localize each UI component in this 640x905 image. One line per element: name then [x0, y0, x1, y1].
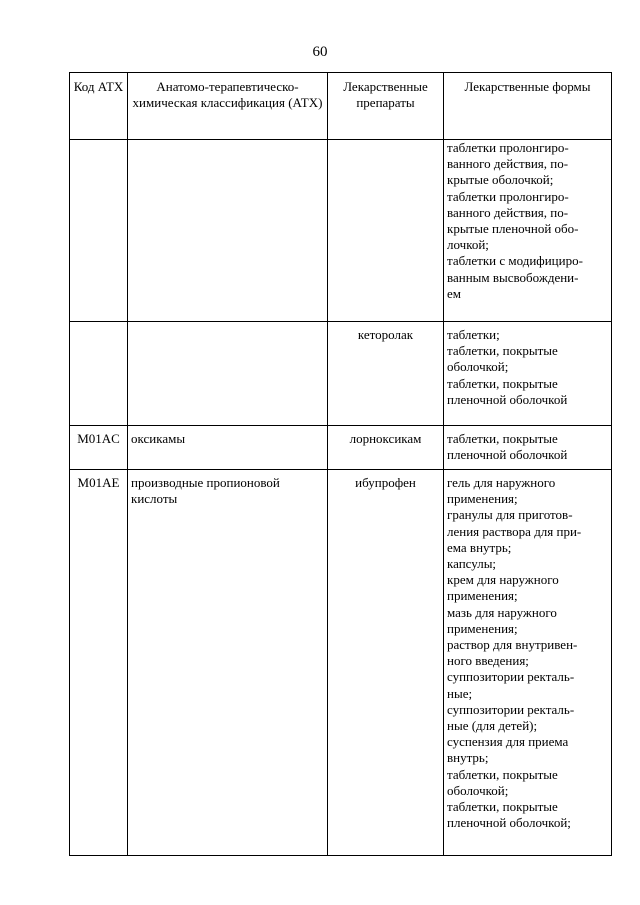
table-row [70, 470, 612, 856]
form-line: ема внутрь; [447, 539, 512, 555]
header-drugs: Лекарственные препараты [328, 73, 444, 140]
cell-classification [128, 140, 328, 322]
cell-classification: оксикамы [128, 426, 328, 470]
cell-forms [444, 322, 612, 426]
form-line: применения; [447, 491, 518, 507]
form-line: гранулы для приготов- [447, 507, 573, 523]
table-row [70, 426, 612, 470]
form-line: мазь для наружного [447, 604, 557, 620]
form-line: суппозитории ректаль- [447, 669, 575, 685]
cell-forms [444, 470, 612, 856]
cell-drug: лорноксикам [328, 426, 444, 470]
table-header-row [70, 73, 612, 140]
cell-code: M01AE [70, 470, 128, 856]
cell-forms [444, 426, 612, 470]
cell-forms [444, 140, 612, 322]
header-code: Код АТХ [70, 73, 128, 140]
form-line: таблетки пролонгиро- [447, 188, 569, 204]
cell-classification [128, 322, 328, 426]
form-line: ванного действия, по- [447, 204, 569, 220]
form-line: ления раствора для при- [447, 523, 582, 539]
form-line: внутрь; [447, 750, 489, 766]
cell-drug: ибупрофен [328, 470, 444, 856]
form-line: таблетки, покрытые [447, 431, 558, 446]
form-line: раствор для внутривен- [447, 637, 578, 653]
page-number: 60 [312, 44, 328, 60]
form-line: таблетки, покрытые [447, 375, 558, 391]
form-line: крытые пленочной обо- [447, 221, 579, 237]
form-line: применения; [447, 620, 518, 636]
cell-classification: производные пропионовой кислоты [128, 470, 328, 856]
form-line: лочкой; [447, 237, 489, 253]
form-line: суппозитории ректаль- [447, 701, 575, 717]
form-line: капсулы; [447, 556, 497, 572]
form-line: ные; [447, 685, 473, 701]
form-line: пленочной оболочкой; [447, 815, 571, 831]
form-line: суспензия для приема [447, 734, 569, 750]
form-line: крытые оболочкой; [447, 172, 554, 188]
form-line: крем для наружного [447, 572, 559, 588]
cell-code [70, 322, 128, 426]
table-row [70, 140, 612, 322]
header-forms: Лекарственные формы [444, 73, 612, 140]
form-line: таблетки, покрытые [447, 799, 558, 815]
cell-code: M01AC [70, 426, 128, 470]
form-line: ные (для детей); [447, 718, 538, 734]
form-line: таблетки; [447, 327, 500, 342]
cell-drug [328, 140, 444, 322]
cell-drug: кеторолак [328, 322, 444, 426]
form-line: таблетки пролонгиро- [447, 140, 569, 155]
form-line: ванным высвобождени- [447, 269, 579, 285]
form-line: гель для наружного [447, 475, 556, 490]
form-line: пленочной оболочкой [447, 447, 568, 463]
atx-table [69, 72, 612, 856]
form-line: оболочкой; [447, 359, 509, 375]
form-line: пленочной оболочкой [447, 391, 568, 407]
form-line: ем [447, 285, 461, 301]
form-line: оболочкой; [447, 782, 509, 798]
form-line: таблетки, покрытые [447, 343, 558, 359]
cell-code [70, 140, 128, 322]
table-row [70, 322, 612, 426]
form-line: таблетки с модифициро- [447, 253, 583, 269]
form-line: ного введения; [447, 653, 529, 669]
form-line: применения; [447, 588, 518, 604]
form-line: таблетки, покрытые [447, 766, 558, 782]
header-classification: Анатомо-терапевтическо-химическая классификация (АТХ) [128, 73, 328, 140]
form-line: ванного действия, по- [447, 156, 569, 172]
